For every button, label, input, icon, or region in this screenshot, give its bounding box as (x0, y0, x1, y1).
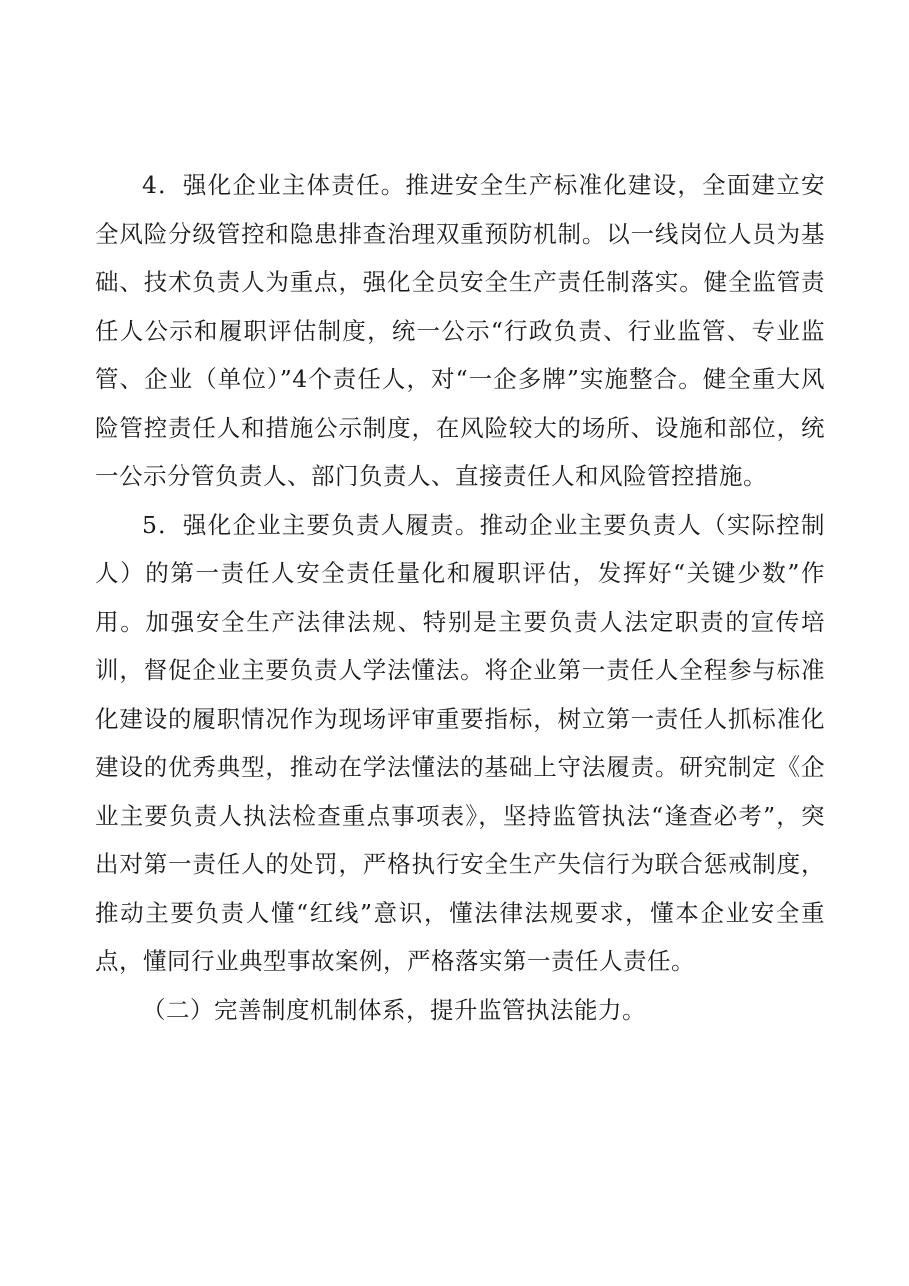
paragraph-item-5: 5．强化企业主要负责人履责。推动企业主要负责人（实际控制人）的第一责任人安全责任量化和履职评估，发挥好“关键少数”作用。加强安全生产法律法规、特别是主要负责人法定职责的宣传培训，督促企业主要负责人学法懂法。将企业第一责任人全程参与标准化建设的履职情况作为现场评审重要指标，树立第一责任人抓标准化建设的优秀典型，推动在学法懂法的基础上守法履责。研究制定《企业主要负责人执法检查重点事项表》，坚持监管执法“逢查必考”，突出对第一责任人的处罚，严格执行安全生产失信行为联合惩戒制度，推动主要负责人懂“红线”意识，懂法律法规要求，懂本企业安全重点，懂同行业典型事故案例，严格落实第一责任人责任。 (95, 510, 825, 975)
section-heading: （二）完善制度机制体系，提升监管执法能力。 (142, 995, 646, 1024)
document-body (95, 161, 825, 1034)
paragraph-item-4: 4．强化企业主体责任。推进安全生产标准化建设，全面建立安全风险分级管控和隐患排查治理双重预防机制。以一线岗位人员为基础、技术负责人为重点，强化全员安全生产责任制落实。健全监管责任人公示和履职评估制度，统一公示“行政负责、行业监管、专业监管、企业（单位）”4个责任人，对“一企多牌”实施整合。健全重大风险管控责任人和措施公示制度，在风险较大的场所、设施和部位，统一公示分管负责人、部门负责人、直接责任人和风险管控措施。 (95, 171, 825, 490)
